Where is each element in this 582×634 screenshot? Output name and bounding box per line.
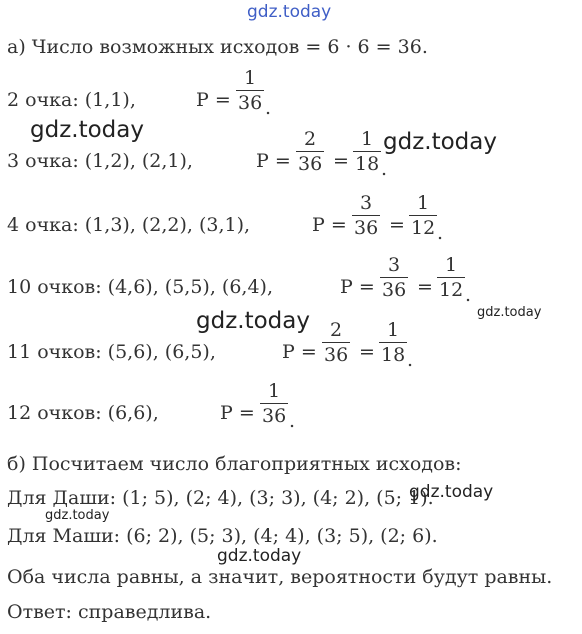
row-12-fraction xyxy=(260,380,288,427)
row-2-numerator: 1 xyxy=(236,67,264,91)
row-12-p: P = xyxy=(220,402,255,424)
row-3-denominator-1: 36 xyxy=(298,153,323,175)
dasha-outcomes: Для Даши: (1; 5), (2; 4), (3; 3), (4; 2), (5; 1). xyxy=(7,487,434,509)
row-10-numerator-1: 3 xyxy=(380,254,408,278)
row-10-fraction-1 xyxy=(380,254,408,301)
row-11-label: 11 очков: (5,6), (6,5), xyxy=(7,341,216,363)
row-10-equals: = xyxy=(417,276,433,298)
row-4-end: . xyxy=(437,222,444,244)
row-10-denominator-2: 12 xyxy=(439,279,464,301)
part-a-heading: а) Число возможных исходов = 6 · 6 = 36. xyxy=(7,36,428,58)
row-11-denominator-2: 18 xyxy=(381,344,406,366)
row-10-end: . xyxy=(465,284,472,306)
row-11-p: P = xyxy=(282,341,317,363)
row-4-equals: = xyxy=(389,214,405,236)
row-12-label: 12 очков: (6,6), xyxy=(7,402,159,424)
watermark: gdz.today xyxy=(477,305,542,320)
row-4-fraction-2 xyxy=(409,192,437,239)
row-2-end: . xyxy=(265,97,272,119)
watermark-top: gdz.today xyxy=(247,2,332,22)
row-2-p: P = xyxy=(196,89,231,111)
watermark: gdz.today xyxy=(45,508,110,523)
row-10-p: P = xyxy=(340,276,375,298)
row-2-denominator: 36 xyxy=(238,92,263,114)
row-2-fraction xyxy=(236,67,264,114)
row-3-fraction-2 xyxy=(353,128,381,175)
row-11-numerator-1: 2 xyxy=(322,319,350,343)
watermark: gdz.today xyxy=(217,546,302,566)
row-11-numerator-2: 1 xyxy=(379,319,407,343)
row-10-numerator-2: 1 xyxy=(437,254,465,278)
row-4-label: 4 очка: (1,3), (2,2), (3,1), xyxy=(7,214,251,236)
row-11-equals: = xyxy=(359,341,375,363)
row-4-denominator-1: 36 xyxy=(354,217,379,239)
row-4-fraction-1 xyxy=(352,192,380,239)
row-3-equals: = xyxy=(333,150,349,172)
row-3-label: 3 очка: (1,2), (2,1), xyxy=(7,150,193,172)
watermark: gdz.today xyxy=(196,308,310,334)
row-4-p: P = xyxy=(312,214,347,236)
masha-outcomes: Для Маши: (6; 2), (5; 3), (4; 4), (3; 5), (2; 6). xyxy=(7,525,438,547)
row-3-p: P = xyxy=(256,150,291,172)
row-11-fraction-1 xyxy=(322,319,350,366)
watermark: gdz.today xyxy=(383,129,497,155)
watermark: gdz.today xyxy=(30,117,144,143)
row-2-label: 2 очка: (1,1), xyxy=(7,89,136,111)
row-3-end: . xyxy=(381,158,388,180)
row-11-end: . xyxy=(407,349,414,371)
row-10-denominator-1: 36 xyxy=(382,279,407,301)
row-4-numerator-1: 3 xyxy=(352,192,380,216)
row-12-numerator: 1 xyxy=(260,380,288,404)
row-3-numerator-2: 1 xyxy=(353,128,381,152)
row-10-label: 10 очков: (4,6), (5,5), (6,4), xyxy=(7,276,273,298)
answer-text: Ответ: справедлива. xyxy=(7,601,212,623)
row-4-numerator-2: 1 xyxy=(409,192,437,216)
row-12-end: . xyxy=(289,410,296,432)
row-12-denominator: 36 xyxy=(262,405,287,427)
row-3-denominator-2: 18 xyxy=(355,153,380,175)
watermark: gdz.today xyxy=(409,482,494,502)
row-3-fraction-1 xyxy=(296,128,324,175)
row-10-fraction-2 xyxy=(437,254,465,301)
row-3-numerator-1: 2 xyxy=(296,128,324,152)
row-11-denominator-1: 36 xyxy=(324,344,349,366)
row-11-fraction-2 xyxy=(379,319,407,366)
row-4-denominator-2: 12 xyxy=(411,217,436,239)
part-b-heading: б) Посчитаем число благоприятных исходов: xyxy=(7,453,462,475)
conclusion-text: Оба числа равны, а значит, вероятности будут равны. xyxy=(7,566,553,588)
